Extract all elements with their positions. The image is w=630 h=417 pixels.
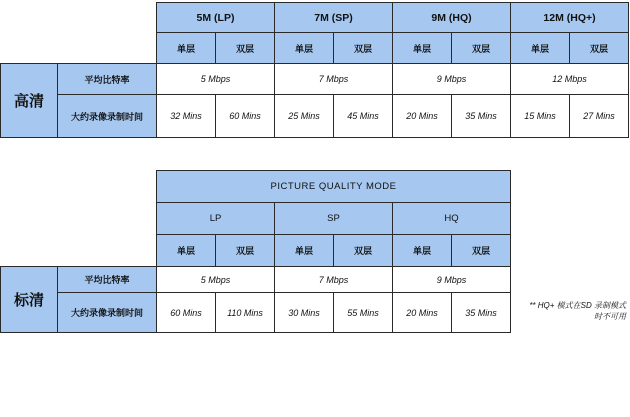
sd-time-cell: 110 Mins [215, 292, 275, 333]
sd-mode-header-lp: LP [156, 202, 275, 235]
hd-bitrate-lp: 5 Mbps [156, 63, 275, 95]
hd-layer-single: 单层 [156, 32, 216, 64]
hd-mode-header-sp: 7M (SP) [274, 2, 393, 33]
hd-layer-dual: 双层 [215, 32, 275, 64]
hd-time-cell: 35 Mins [451, 94, 511, 138]
footnote [510, 300, 626, 322]
sd-time-cell: 60 Mins [156, 292, 216, 333]
sd-layer-single: 单层 [392, 234, 452, 267]
hd-layer-dual: 双层 [569, 32, 629, 64]
hd-time-cell: 27 Mins [569, 94, 629, 138]
hd-time-cell: 25 Mins [274, 94, 334, 138]
sd-mode-header-hq: HQ [392, 202, 511, 235]
hd-layer-single: 单层 [510, 32, 570, 64]
hd-time-cell: 60 Mins [215, 94, 275, 138]
sd-bitrate-sp: 7 Mbps [274, 266, 393, 293]
sd-time-cell: 30 Mins [274, 292, 334, 333]
hd-row-label-bitrate: 平均比特率 [57, 63, 157, 95]
sd-layer-single: 单层 [156, 234, 216, 267]
hd-mode-header-hq-plus: 12M (HQ+) [510, 2, 629, 33]
sd-time-cell: 35 Mins [451, 292, 511, 333]
hd-bitrate-sp: 7 Mbps [274, 63, 393, 95]
sd-table-title: PICTURE QUALITY MODE [156, 170, 511, 203]
sd-mode-header-sp: SP [274, 202, 393, 235]
hd-layer-single: 单层 [274, 32, 334, 64]
sd-row-label-record-time: 大约录像录制时间 [57, 292, 157, 333]
sd-section-label: 标清 [0, 266, 58, 333]
hd-row-label-record-time: 大约录像录制时间 [57, 94, 157, 138]
sd-bitrate-hq: 9 Mbps [392, 266, 511, 293]
hd-layer-single: 单层 [392, 32, 452, 64]
sd-layer-dual: 双层 [333, 234, 393, 267]
hd-time-cell: 32 Mins [156, 94, 216, 138]
sd-time-cell: 20 Mins [392, 292, 452, 333]
hd-bitrate-hq-plus: 12 Mbps [510, 63, 629, 95]
sd-time-cell: 55 Mins [333, 292, 393, 333]
hd-bitrate-hq: 9 Mbps [392, 63, 511, 95]
hd-layer-dual: 双层 [451, 32, 511, 64]
hd-time-cell: 15 Mins [510, 94, 570, 138]
hd-section-label: 高清 [0, 63, 58, 138]
sd-layer-dual: 双层 [451, 234, 511, 267]
footnote-line: ** HQ+ 模式在SD 录制模式 [529, 301, 626, 310]
sd-row-label-bitrate: 平均比特率 [57, 266, 157, 293]
hd-layer-dual: 双层 [333, 32, 393, 64]
hd-mode-header-hq: 9M (HQ) [392, 2, 511, 33]
sd-layer-dual: 双层 [215, 234, 275, 267]
hd-mode-header-lp: 5M (LP) [156, 2, 275, 33]
sd-bitrate-lp: 5 Mbps [156, 266, 275, 293]
hd-time-cell: 20 Mins [392, 94, 452, 138]
hd-time-cell: 45 Mins [333, 94, 393, 138]
sd-layer-single: 单层 [274, 234, 334, 267]
footnote-line: 时不可用 [594, 312, 626, 321]
